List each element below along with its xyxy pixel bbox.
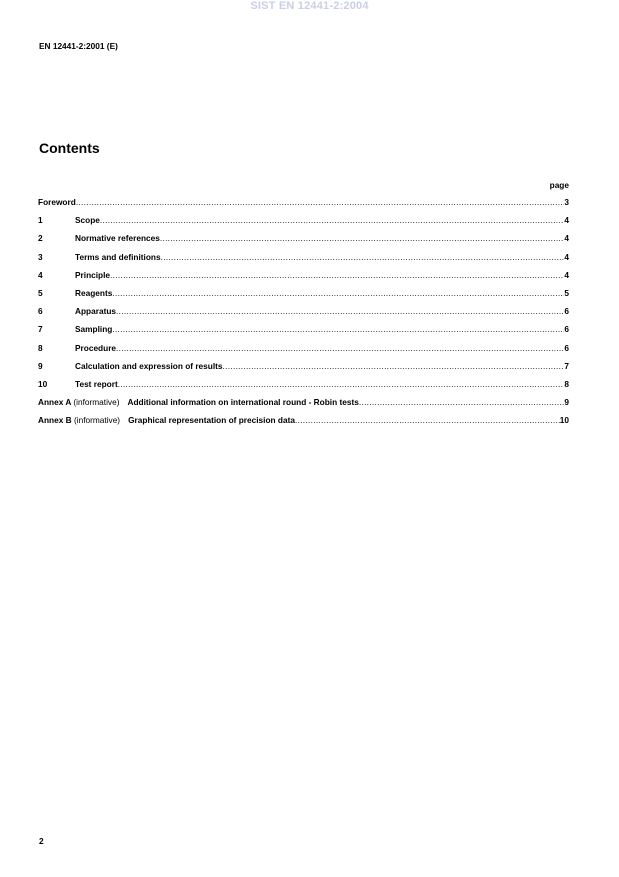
annex-type: (informative) (73, 415, 121, 426)
table-of-contents (38, 197, 569, 433)
toc-entry-title: Sampling (75, 324, 113, 335)
toc-entry-scope[interactable] (38, 215, 569, 233)
toc-leader-dots (112, 324, 564, 334)
toc-entry-number: 3 (38, 251, 43, 262)
toc-entry-page: 9 (564, 397, 569, 408)
toc-entry-title: Apparatus (75, 306, 117, 317)
toc-leader-dots (223, 361, 565, 371)
toc-entry-title: Calculation and expression of results (75, 360, 223, 371)
toc-entry-title: Principle (75, 269, 111, 280)
toc-leader-dots (116, 306, 564, 316)
annex-letter: Annex A (38, 397, 72, 408)
toc-leader-dots (295, 415, 560, 425)
toc-entry-procedure[interactable] (38, 343, 569, 361)
toc-entry-sampling[interactable] (38, 324, 569, 342)
document-id: EN 12441-2:2001 (E) (39, 41, 118, 51)
toc-entry-title: Foreword (38, 197, 76, 207)
toc-entry-normative-references[interactable] (38, 233, 569, 251)
toc-entry-terms-and-definitions[interactable] (38, 252, 569, 270)
toc-entry-number: 8 (38, 342, 43, 353)
toc-entry-foreword[interactable] (38, 197, 569, 215)
toc-entry-number: 6 (38, 306, 43, 317)
page-column-label: page (549, 180, 569, 190)
toc-entry-number: 2 (38, 233, 43, 244)
contents-heading: Contents (39, 140, 100, 156)
toc-entry-annex-b[interactable] (38, 415, 569, 433)
toc-entry-test-report[interactable] (38, 379, 569, 397)
toc-entry-principle[interactable] (38, 270, 569, 288)
toc-entry-page: 6 (564, 324, 569, 335)
toc-entry-number: 4 (38, 269, 43, 280)
toc-entry-page: 8 (564, 378, 569, 389)
toc-entry-title: Normative references (75, 233, 160, 244)
toc-entry-apparatus[interactable] (38, 306, 569, 324)
toc-entry-page: 4 (564, 269, 569, 280)
toc-entry-title: Procedure (75, 342, 117, 353)
annex-letter: Annex B (38, 415, 72, 426)
toc-annex-label (38, 415, 128, 425)
toc-entry-annex-a[interactable] (38, 397, 569, 415)
toc-entry-title: Additional information on international round - Robin tests (127, 397, 359, 408)
page-number: 2 (39, 836, 44, 846)
toc-leader-dots (100, 215, 564, 225)
toc-entry-title: Graphical representation of precision data (128, 415, 295, 426)
toc-entry-page: 4 (564, 215, 569, 226)
toc-entry-number: 10 (38, 378, 48, 389)
toc-entry-number: 1 (38, 215, 43, 226)
toc-annex-label (38, 397, 127, 407)
toc-entry-number: 9 (38, 360, 43, 371)
toc-entry-title: Test report (75, 378, 118, 389)
toc-entry-reagents[interactable] (38, 288, 569, 306)
toc-entry-calculation[interactable] (38, 361, 569, 379)
annex-type: (informative) (73, 397, 120, 408)
toc-entry-page: 7 (564, 360, 569, 371)
toc-entry-page: 6 (564, 342, 569, 353)
toc-leader-dots (110, 270, 564, 280)
toc-leader-dots (359, 397, 565, 407)
toc-leader-dots (161, 252, 565, 262)
toc-entry-page: 4 (564, 251, 569, 262)
toc-entry-page: 4 (564, 233, 569, 244)
toc-entry-page: 5 (564, 287, 569, 298)
toc-leader-dots (116, 343, 564, 353)
toc-entry-title: Reagents (75, 287, 113, 298)
toc-entry-title: Scope (75, 215, 100, 226)
toc-entry-number: 5 (38, 287, 43, 298)
toc-entry-page: 3 (564, 197, 569, 207)
toc-leader-dots (76, 197, 565, 207)
toc-entry-title: Terms and definitions (75, 251, 161, 262)
toc-leader-dots (160, 233, 565, 243)
toc-entry-page: 6 (564, 306, 569, 317)
toc-leader-dots (112, 288, 564, 298)
toc-entry-number: 7 (38, 324, 43, 335)
toc-leader-dots (118, 379, 565, 389)
toc-entry-page: 10 (559, 415, 569, 426)
watermark: SIST EN 12441-2:2004 (250, 0, 369, 12)
